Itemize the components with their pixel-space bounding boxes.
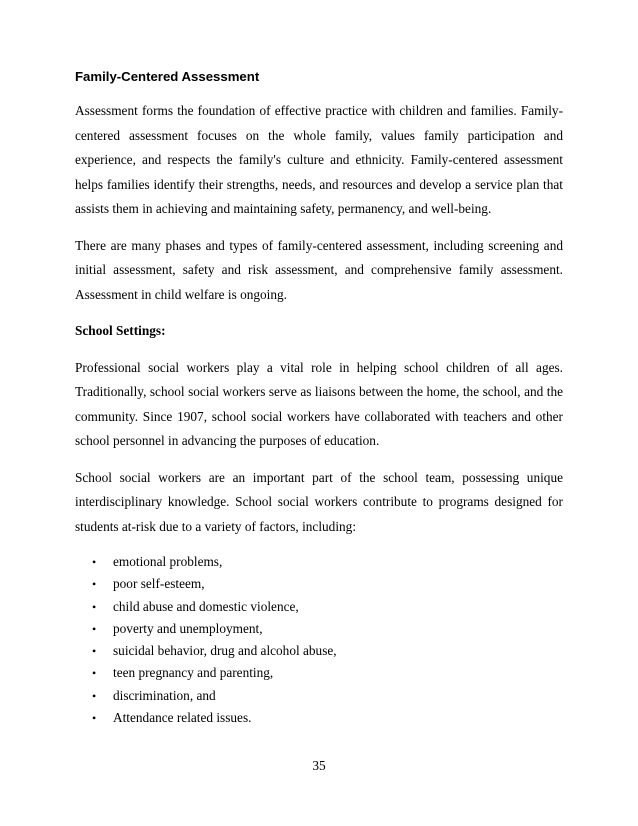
list-item-text: teen pregnancy and parenting,	[113, 665, 274, 681]
section-heading: Family-Centered Assessment	[75, 69, 260, 84]
list-item	[75, 573, 563, 595]
list-item	[75, 707, 563, 729]
list-item	[75, 618, 563, 640]
subheading-school-settings: School Settings:	[75, 323, 166, 338]
list-item-text: emotional problems,	[113, 554, 223, 569]
list-item-text: suicidal behavior, drug and alcohol abuse,	[113, 643, 337, 659]
risk-factors-list	[75, 551, 563, 729]
bullet-icon: •	[92, 599, 97, 614]
bullet-icon: •	[92, 644, 97, 659]
paragraph-school-team: School social workers are an important part of the school team, possessing unique interdisciplinary knowledge. School social workers contribute to programs designed for students at-risk due to a variety of factors, including:	[75, 469, 563, 534]
list-item-text: discrimination, and	[113, 687, 216, 703]
list-item-text: poor self-esteem,	[113, 576, 205, 592]
list-item-text: child abuse and domestic violence,	[113, 598, 299, 614]
list-item	[75, 596, 563, 618]
page-number: 35	[312, 758, 326, 773]
list-item-text: poverty and unemployment,	[113, 620, 263, 636]
bullet-icon: •	[92, 711, 97, 726]
bullet-icon: •	[92, 688, 97, 703]
list-item	[75, 685, 563, 707]
page-content	[75, 68, 563, 729]
bullet-icon: •	[92, 666, 97, 681]
bullet-icon: •	[92, 577, 97, 592]
list-item	[75, 662, 563, 684]
paragraph-assessment-phases: There are many phases and types of family-centered assessment, including screening and initial assessment, safety and risk assessment, and comprehensive family assessment. Assessment in child welfare is ongoing.	[75, 237, 563, 302]
paragraph-assessment-intro: Assessment forms the foundation of effective practice with children and families. Family-centered assessment focuses on the whole family, values family participation and experience, and respects the family's culture and ethnicity. Family-centered assessment helps families identify their strengths, needs, and resources and develop a service plan that assists them in achieving and maintaining safety, permanency, and well-being.	[75, 103, 563, 216]
list-item	[75, 551, 563, 573]
bullet-icon: •	[92, 621, 97, 636]
paragraph-school-social-workers: Professional social workers play a vital role in helping school children of all ages. Traditionally, school social workers serve as liaisons between the home, the school, and the community. Since 1907, school social workers have collaborated with teachers and other school personnel in advancing the purposes of education.	[75, 359, 563, 448]
bullet-icon: •	[92, 555, 97, 569]
list-item-text: Attendance related issues.	[113, 710, 252, 726]
list-item	[75, 640, 563, 662]
